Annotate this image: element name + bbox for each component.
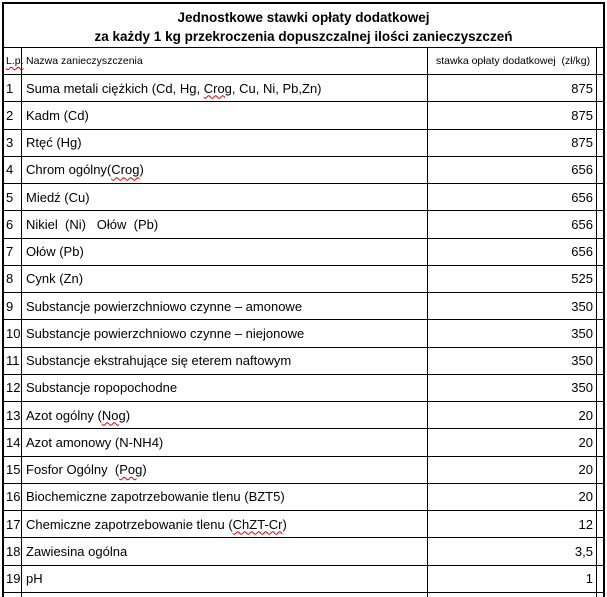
- row-name: Miedź (Cu): [22, 184, 428, 210]
- misspelled-word: Crog: [111, 162, 140, 178]
- table-row: [4, 320, 603, 347]
- table-row: [4, 102, 603, 129]
- row-name: pH: [22, 566, 428, 592]
- table-row: [4, 239, 603, 266]
- misspelled-word: Pog: [119, 462, 143, 478]
- row-rate: 20: [428, 457, 597, 483]
- row-name: Rtęć (Hg): [22, 130, 428, 156]
- row-spacer: [597, 457, 603, 483]
- header-spacer: [597, 48, 603, 74]
- row-index: 11: [4, 348, 22, 374]
- row-name: Zawiesina ogólna: [22, 538, 428, 564]
- row-index: 8: [4, 266, 22, 292]
- table-row: [4, 484, 603, 511]
- row-rate: 875: [428, 75, 597, 101]
- row-index: 15: [4, 457, 22, 483]
- row-name: Cynk (Zn): [22, 266, 428, 292]
- partial-row-rate-cell: [428, 593, 597, 597]
- row-rate: 350: [428, 293, 597, 319]
- row-spacer: [597, 266, 603, 292]
- row-index: 19: [4, 566, 22, 592]
- table-row: [4, 184, 603, 211]
- row-rate: 20: [428, 429, 597, 455]
- table-row: [4, 402, 603, 429]
- row-rate: 350: [428, 348, 597, 374]
- table-row: [4, 457, 603, 484]
- row-spacer: [597, 484, 603, 510]
- row-spacer: [597, 511, 603, 537]
- table-row: [4, 511, 603, 538]
- row-index: 13: [4, 402, 22, 428]
- table-title: [4, 4, 603, 48]
- row-name: Azot ogólny ( Nog ): [22, 402, 428, 428]
- row-index: 9: [4, 293, 22, 319]
- row-name: Fosfor Ogólny ( Pog ): [22, 457, 428, 483]
- partial-row-spacer: [597, 593, 603, 597]
- row-spacer: [597, 348, 603, 374]
- column-header-rate: stawka opłaty dodatkowej (zł/kg): [428, 48, 597, 74]
- row-index: 6: [4, 211, 22, 237]
- table-body: [4, 75, 603, 593]
- table-row: [4, 75, 603, 102]
- row-rate: 3,5: [428, 538, 597, 564]
- table-title-line1: Jednostkowe stawki opłaty dodatkowej: [177, 9, 430, 25]
- column-header-index-label: L.p.: [6, 55, 24, 67]
- row-spacer: [597, 566, 603, 592]
- partial-row-index-cell: [4, 593, 22, 597]
- row-rate: 875: [428, 130, 597, 156]
- row-spacer: [597, 75, 603, 101]
- table-row: [4, 348, 603, 375]
- column-header-index: [4, 48, 22, 74]
- table-row: [4, 211, 603, 238]
- row-spacer: [597, 293, 603, 319]
- misspelled-word: ChZT-Cr: [232, 516, 283, 532]
- row-spacer: [597, 538, 603, 564]
- table-row: [4, 130, 603, 157]
- row-spacer: [597, 211, 603, 237]
- row-name: Chemiczne zapotrzebowanie tlenu ( ChZT-Cr ): [22, 511, 428, 537]
- row-name: Azot amonowy (N-NH4): [22, 429, 428, 455]
- row-index: 16: [4, 484, 22, 510]
- row-name: Substancje ekstrahujące się eterem naftowym: [22, 348, 428, 374]
- row-rate: 350: [428, 320, 597, 346]
- row-spacer: [597, 320, 603, 346]
- partial-row-name-cell: [22, 593, 428, 597]
- row-spacer: [597, 184, 603, 210]
- row-index: 7: [4, 239, 22, 265]
- row-spacer: [597, 102, 603, 128]
- row-rate: 12: [428, 511, 597, 537]
- row-index: 4: [4, 157, 22, 183]
- table-row: [4, 293, 603, 320]
- table-row: [4, 375, 603, 402]
- row-spacer: [597, 239, 603, 265]
- row-rate: 20: [428, 402, 597, 428]
- row-index: 5: [4, 184, 22, 210]
- row-index: 12: [4, 375, 22, 401]
- row-spacer: [597, 429, 603, 455]
- row-spacer: [597, 375, 603, 401]
- misspelled-word: Nog: [101, 407, 126, 423]
- row-spacer: [597, 130, 603, 156]
- row-name: Suma metali ciężkich (Cd, Hg, Crog , Cu, Ni, Pb,Zn): [22, 75, 428, 101]
- row-rate: 875: [428, 102, 597, 128]
- row-rate: 350: [428, 375, 597, 401]
- row-index: 18: [4, 538, 22, 564]
- row-index: 1: [4, 75, 22, 101]
- row-index: 17: [4, 511, 22, 537]
- table-row: [4, 566, 603, 593]
- row-rate: 656: [428, 184, 597, 210]
- misspelled-word: Crog: [203, 80, 232, 96]
- row-name: Biochemiczne zapotrzebowanie tlenu (BZT5): [22, 484, 428, 510]
- row-index: 2: [4, 102, 22, 128]
- row-name: Nikiel (Ni) Ołów (Pb): [22, 211, 428, 237]
- row-rate: 656: [428, 157, 597, 183]
- row-index: 3: [4, 130, 22, 156]
- row-rate: 1: [428, 566, 597, 592]
- row-name: Substancje ropopochodne: [22, 375, 428, 401]
- column-header-name: Nazwa zanieczyszczenia: [22, 48, 428, 74]
- partial-cutoff-row: [4, 593, 603, 597]
- row-index: 10: [4, 320, 22, 346]
- row-rate: 20: [428, 484, 597, 510]
- row-index: 14: [4, 429, 22, 455]
- row-rate: 656: [428, 239, 597, 265]
- table-row: [4, 429, 603, 456]
- row-spacer: [597, 402, 603, 428]
- table-row: [4, 266, 603, 293]
- row-spacer: [597, 157, 603, 183]
- rates-table: [2, 2, 605, 597]
- table-row: [4, 538, 603, 565]
- table-header-row: [4, 48, 603, 75]
- row-name: Substancje powierzchniowo czynne – amonowe: [22, 293, 428, 319]
- table-row: [4, 157, 603, 184]
- row-rate: 525: [428, 266, 597, 292]
- row-name: Kadm (Cd): [22, 102, 428, 128]
- row-name: Ołów (Pb): [22, 239, 428, 265]
- row-rate: 656: [428, 211, 597, 237]
- table-title-line2: za każdy 1 kg przekroczenia dopuszczalnej ilości zanieczyszczeń: [94, 28, 513, 44]
- row-name: Chrom ogólny( Crog ): [22, 157, 428, 183]
- row-name: Substancje powierzchniowo czynne – niejonowe: [22, 320, 428, 346]
